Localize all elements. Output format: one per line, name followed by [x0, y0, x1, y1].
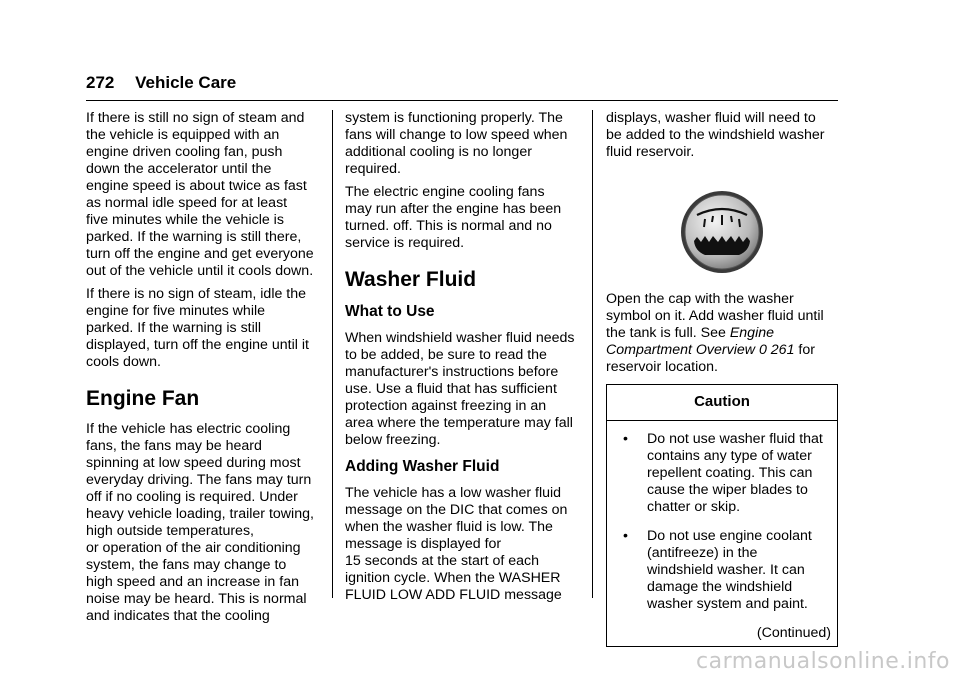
heading-adding-washer-fluid: Adding Washer Fluid: [345, 458, 500, 475]
paragraph: If there is no sign of steam, idle the engine for five minutes while parked. If the warning is still displayed, turn off the engine until it cools down.: [86, 286, 309, 370]
washer-fluid-symbol-icon: [606, 189, 838, 275]
link-engine-compartment-overview[interactable]: Engine Compartment Overview: [606, 325, 775, 358]
caution-box: [606, 384, 838, 647]
paragraph: system is functioning properly. The fans will change to low speed when additional cooling is no longer required.: [345, 110, 568, 177]
column-1: [86, 110, 322, 631]
column-divider: [592, 110, 593, 598]
paragraph: If the vehicle has electric cooling fans, the fans may be heard spinning at low speed during most everyday driving. The fans may turn off if no cooling is required. Under heavy vehicle loading, trailer towing, high outside temperatures, or operation of the air conditioning system, the fans may change to high speed and an increase in fan noise may be heard. This is normal and indicates that the cooling: [86, 421, 314, 624]
text: for reservoir location.: [606, 342, 815, 375]
paragraph: When windshield washer fluid needs to be added, be sure to read the manufacturer's instructions before use. Use a fluid that has sufficient protection against freezing in an area where the temperature may fall below freezing.: [345, 330, 575, 448]
text: Open the cap with the washer symbol on it. Add washer fluid until the tank is full. See: [606, 291, 824, 341]
paragraph: The electric engine cooling fans may run after the engine has been turned. off. This is normal and no service is required.: [345, 184, 562, 251]
caution-item: [619, 431, 829, 516]
column-3: [606, 110, 838, 647]
page-header: [86, 72, 838, 101]
section-title: Vehicle Care: [135, 73, 237, 92]
paragraph: The vehicle has a low washer fluid message on the DIC that comes on when the washer fluid is low. The message is displayed for 15 seconds at the start of each ignition cycle. When the WASHER FLUID LOW ADD FLUID message: [345, 485, 568, 603]
caution-list: [607, 431, 837, 613]
paragraph: displays, washer fluid will need to be added to the windshield washer fluid reservoir.: [606, 110, 825, 160]
paragraph: [606, 291, 838, 376]
caution-item: [619, 528, 829, 613]
heading-engine-fan: Engine Fan: [86, 387, 200, 410]
watermark: carmanualsonline.info: [696, 649, 950, 674]
page-reference[interactable]: 0 261: [755, 342, 795, 358]
caution-text: Do not use engine coolant (antifreeze) in the windshield washer. It can damage the windshield washer system and paint.: [647, 528, 812, 612]
column-divider: [332, 110, 333, 598]
caution-text: Do not use washer fluid that contains any type of water repellent coating. This can cause the wiper blades to chatter or skip.: [647, 431, 823, 515]
page-number: 272: [86, 73, 115, 92]
heading-what-to-use: What to Use: [345, 303, 435, 320]
bullet: •: [623, 528, 628, 544]
heading-washer-fluid: Washer Fluid: [345, 268, 477, 291]
continued-label: (Continued): [756, 625, 831, 641]
bullet: •: [623, 431, 628, 447]
column-2: [345, 110, 581, 610]
paragraph: If there is still no sign of steam and the vehicle is equipped with an engine driven cooling fan, push down the accelerator until the engine speed is about twice as fast as normal idle speed for at least five minutes while the vehicle is parked. If the warning is still there, turn off the engine and get everyone out of the vehicle until it cools down.: [86, 110, 314, 279]
caution-title: Caution: [607, 385, 837, 421]
